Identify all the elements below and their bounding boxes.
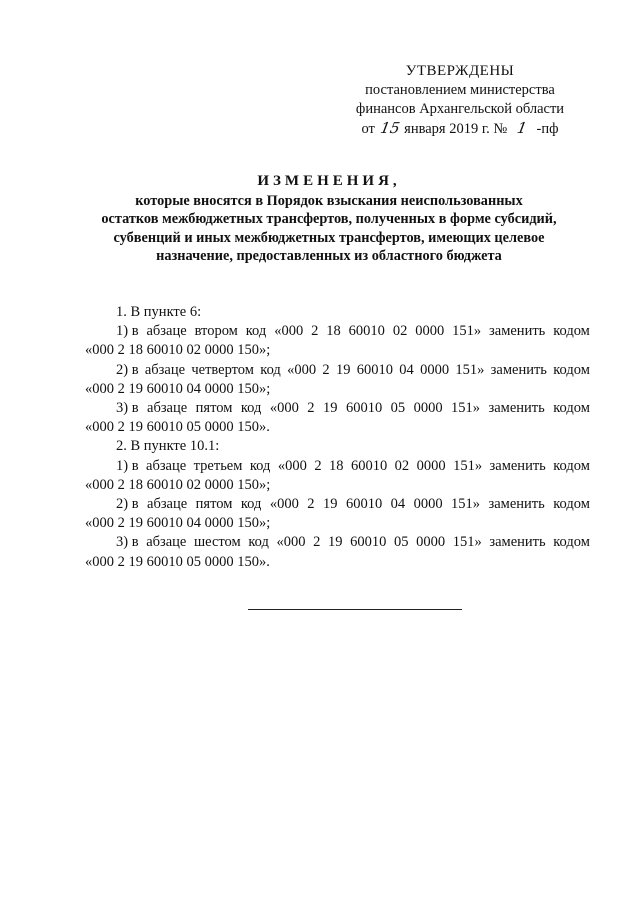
- item-word: абзаце: [146, 534, 187, 551]
- item-word: кодом: [553, 323, 590, 340]
- item-word: абзаце: [144, 361, 186, 378]
- item-word: заменить: [489, 323, 546, 340]
- item-first-line: [85, 495, 590, 514]
- item-word: 151»: [452, 534, 482, 551]
- item-first-line: [85, 533, 590, 552]
- item-word: четвертом: [191, 361, 254, 378]
- item-second-line: «000 2 18 60010 02 0000 150»;: [85, 476, 271, 493]
- section-point: 1. В пункте 6:: [116, 304, 202, 320]
- item-word: 05: [393, 534, 409, 551]
- item-word: 2: [322, 361, 330, 378]
- item-word: кодом: [553, 361, 590, 378]
- item-word: 19: [327, 534, 343, 551]
- item-word: кодом: [553, 534, 590, 551]
- title-line: остатков межбюджетных трансфертов, полученных в форме субсидий,: [101, 211, 557, 227]
- item-word: код: [249, 457, 271, 474]
- item-word: 04: [399, 361, 414, 378]
- item-first-line: [85, 399, 590, 418]
- item-word: «000: [274, 323, 304, 340]
- item-word: 19: [322, 496, 338, 513]
- section-point: 2. В пункте 10.1:: [116, 438, 220, 455]
- item-word: код: [260, 361, 281, 378]
- item-first-line: [85, 361, 590, 380]
- item-word: абзаце: [147, 400, 188, 417]
- item-word: 2) в: [116, 496, 139, 513]
- title-heading: ИЗМЕНЕНИЯ,: [257, 173, 401, 189]
- approval-title: УТВЕРЖДЕНЫ: [405, 63, 515, 79]
- handwritten-date-day: 15: [378, 119, 401, 137]
- item-word: код: [248, 534, 269, 551]
- item-word: 02: [394, 457, 410, 474]
- date-rest: января 2019 г. №: [404, 121, 508, 137]
- item-word: 60010: [348, 323, 385, 340]
- item-word: 0000: [416, 534, 446, 551]
- approval-line-1: постановлением министерства: [365, 82, 555, 98]
- item-first-line: [85, 322, 590, 341]
- item-word: 0000: [416, 457, 446, 474]
- item-word: 1) в: [116, 323, 139, 340]
- handwritten-doc-number: 1: [515, 119, 529, 137]
- item-word: «000: [269, 496, 299, 513]
- item-word: 60010: [345, 496, 383, 513]
- item-word: 18: [326, 323, 341, 340]
- item-first-line: [85, 457, 590, 476]
- item-word: третьем: [193, 457, 243, 474]
- item-word: 19: [322, 400, 338, 417]
- item-word: пятом: [195, 496, 233, 513]
- item-word: абзаце: [146, 323, 187, 340]
- doc-suffix: -пф: [536, 121, 559, 137]
- item-word: пятом: [195, 400, 233, 417]
- item-second-line: «000 2 19 60010 04 0000 150»;: [85, 380, 271, 397]
- item-word: 1) в: [116, 457, 139, 474]
- item-word: 2: [311, 323, 319, 340]
- item-word: 19: [335, 361, 351, 378]
- item-word: «000: [287, 361, 317, 378]
- item-second-line: «000 2 18 60010 02 0000 150»;: [85, 342, 271, 359]
- item-word: 2: [313, 534, 321, 551]
- item-word: 3) в: [116, 534, 139, 551]
- document-title: [70, 172, 588, 266]
- item-word: заменить: [488, 400, 545, 417]
- item-word: «000: [276, 534, 306, 551]
- document-body: [85, 303, 590, 572]
- item-word: 18: [329, 457, 344, 474]
- item-word: заменить: [488, 496, 545, 513]
- item-word: 60010: [350, 534, 387, 551]
- item-word: 2: [307, 400, 315, 417]
- item-word: 60010: [350, 457, 388, 474]
- item-word: кодом: [553, 400, 590, 417]
- item-second-line: «000 2 19 60010 04 0000 150»;: [85, 515, 271, 532]
- item-word: кодом: [553, 496, 590, 513]
- item-word: 0000: [413, 496, 443, 513]
- title-line: которые вносятся в Порядок взыскания неиспользованных: [135, 192, 523, 209]
- item-word: «000: [277, 457, 307, 474]
- item-word: 0000: [415, 323, 445, 340]
- item-word: 0000: [420, 361, 450, 378]
- item-second-line: «000 2 19 60010 05 0000 150».: [85, 419, 270, 436]
- item-word: 3) в: [116, 400, 139, 417]
- date-prefix: от: [361, 121, 375, 137]
- item-word: 151»: [451, 400, 481, 417]
- item-word: 151»: [453, 457, 483, 474]
- item-word: заменить: [489, 534, 546, 551]
- item-word: шестом: [194, 534, 241, 551]
- item-word: заменить: [490, 361, 547, 378]
- approval-date-line: [330, 119, 590, 139]
- item-word: 151»: [452, 323, 482, 340]
- item-word: 05: [390, 400, 406, 417]
- item-word: 02: [392, 323, 408, 340]
- item-second-line: «000 2 19 60010 05 0000 150».: [85, 553, 270, 570]
- item-word: код: [240, 400, 262, 417]
- approval-block: [330, 62, 590, 139]
- item-word: 151»: [451, 496, 481, 513]
- end-separator-line: [248, 609, 462, 610]
- item-word: абзаце: [147, 496, 188, 513]
- title-line: субвенций и иных межбюджетных трансфертов, имеющих целевое: [113, 229, 545, 246]
- item-word: 151»: [455, 361, 485, 378]
- item-word: 2: [314, 457, 322, 474]
- item-word: 0000: [413, 400, 443, 417]
- item-word: втором: [194, 323, 238, 340]
- title-line: назначение, предоставленных из областного бюджета: [156, 248, 502, 264]
- item-word: код: [245, 323, 267, 340]
- item-word: кодом: [553, 457, 590, 474]
- item-word: абзаце: [146, 457, 187, 474]
- item-word: заменить: [489, 457, 546, 474]
- item-word: 60010: [356, 361, 393, 378]
- item-word: код: [240, 496, 262, 513]
- item-word: 2: [307, 496, 315, 513]
- item-word: 04: [390, 496, 406, 513]
- approval-line-2: финансов Архангельской области: [355, 101, 565, 117]
- item-word: 2) в: [116, 361, 139, 378]
- item-word: «000: [269, 400, 299, 417]
- item-word: 60010: [345, 400, 383, 417]
